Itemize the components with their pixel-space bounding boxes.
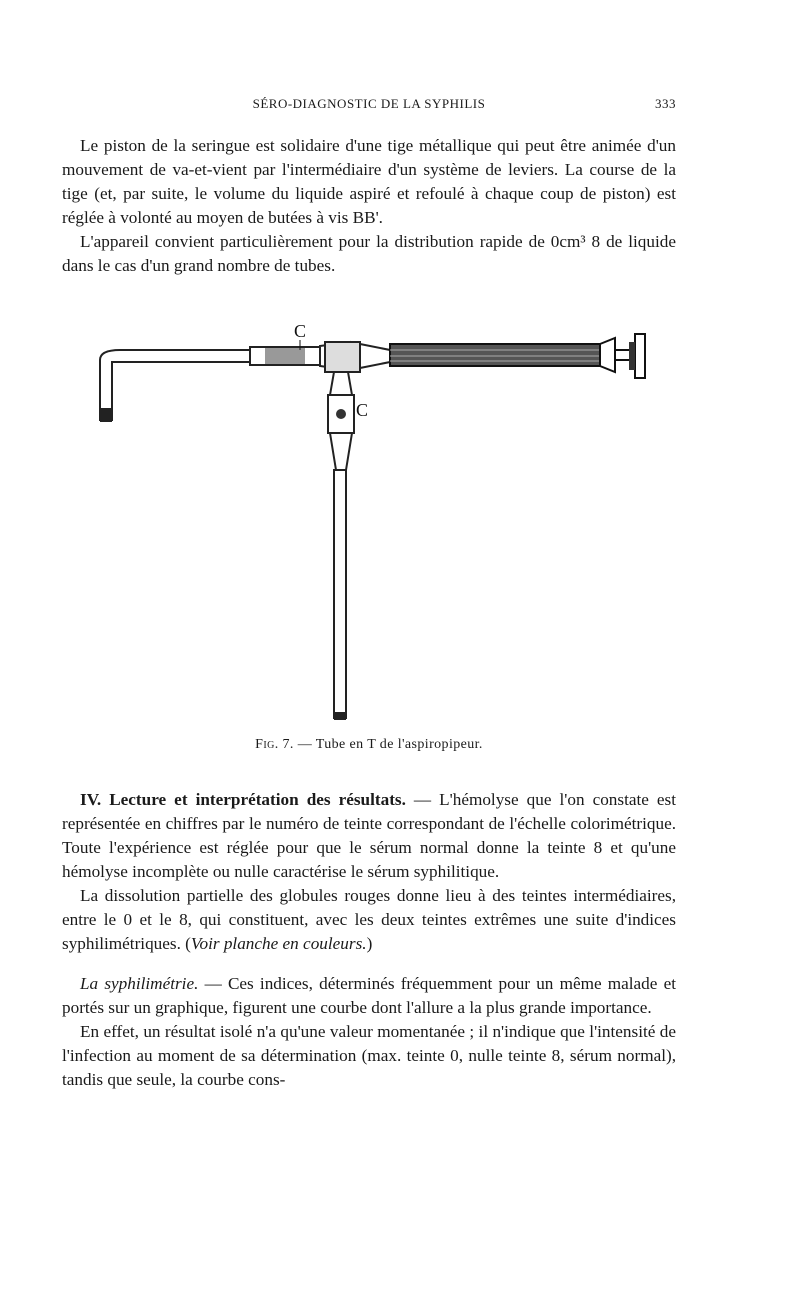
running-head-title: SÉRO-DIAGNOSTIC DE LA SYPHILIS xyxy=(252,96,486,111)
piston-knob xyxy=(635,334,645,378)
section-heading: IV. Lecture et interprétation des résultats. xyxy=(80,790,406,809)
bent-nozzle xyxy=(100,350,250,420)
nozzle-tip xyxy=(100,408,112,422)
page-number: 333 xyxy=(655,96,676,111)
caption-text: Tube en T de l'aspiropipeur. xyxy=(315,737,483,752)
paragraph-syphilimetrie xyxy=(62,972,676,1020)
paragraph-en-effet: En effet, un résultat isolé n'a qu'une valeur momentanée ; il n'indique que l'intensité de l'infection au moment de sa détermination (max. teinte 0, nulle teinte 8, sérum normal), tandis que seule, la courbe cons- xyxy=(62,1022,676,1089)
paragraph-syphilimetrie-text: — Ces indices, déterminés fréquemment pour un même malade et portés sur un graphique, figurent une courbe dont l'allure a la plus grande importance. xyxy=(62,974,676,1017)
figure-caption xyxy=(62,737,676,753)
paragraph-appareil: L'appareil convient particulièrement pour la distribution rapide de 0cm³ 8 de liquide dans le cas d'un grand nombre de tubes. xyxy=(62,232,676,275)
t-junction xyxy=(325,342,360,372)
paragraph-piston: Le piston de la seringue est solidaire d'une tige métallique qui peut être animée d'un mouvement de va-et-vient par l'intermédiaire d'un système de leviers. La course de la tige (et, par suite, le volume du liquide aspiré et refoulé à chaque coup de piston) est réglée à volonté au moyen de butées à vis BB'. xyxy=(62,136,676,227)
figure-label-top: C xyxy=(294,321,307,341)
paragraph-dissolution xyxy=(62,884,676,956)
syphilimetrie-term: La syphilimétrie. xyxy=(80,974,199,993)
paragraph-dissolution-text: La dissolution partielle des globules rouges donne lieu à des teintes intermédiaires, entre le 0 et le 8, qui constituent, avec les deux teintes extrêmes une suite d'indices syphilimétriques. ( xyxy=(62,886,676,953)
figure-label-side: C xyxy=(356,400,369,420)
caption-number: Fig. 7. — xyxy=(255,737,313,752)
body-text-top xyxy=(62,134,676,278)
syringe-barrel xyxy=(390,344,600,366)
running-head xyxy=(62,96,676,114)
paragraph-lecture xyxy=(62,788,676,884)
body-text-bottom xyxy=(62,788,676,1092)
vertical-tube xyxy=(334,470,346,718)
paragraph-lecture-text: — L'hémolyse que l'on constate est représentée en chiffres par le numéro de teinte correspondant de l'échelle colorimétrique. Toute l'expérience est réglée pour que le sérum normal donne la teinte 8 et qu'une hémolyse incomplète ou nulle caractérise le sérum syphilitique. xyxy=(62,790,677,881)
planche-reference: Voir planche en couleurs. xyxy=(190,934,367,953)
paragraph-dissolution-close: ) xyxy=(366,934,373,953)
t-tube-figure xyxy=(90,320,670,740)
